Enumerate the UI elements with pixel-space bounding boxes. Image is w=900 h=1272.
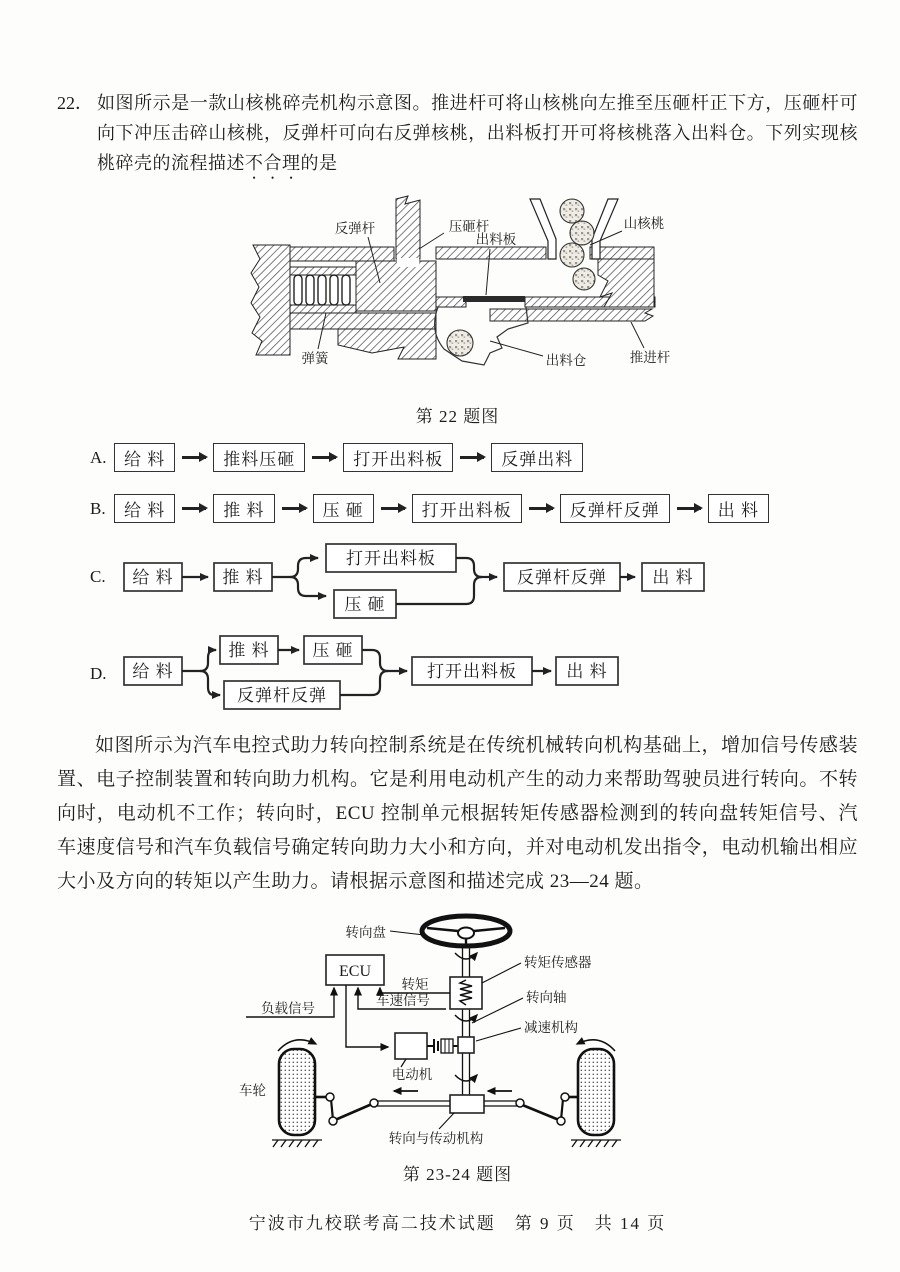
spring-housing-bottom	[290, 305, 356, 313]
label-discharge-bin: 出料仓	[545, 353, 586, 368]
motor-leader	[401, 1059, 406, 1067]
flow-arrow	[312, 456, 336, 458]
bottom-leader	[439, 1113, 454, 1129]
question-number: 22．	[57, 93, 93, 113]
question-text-after: 的是	[300, 153, 338, 173]
linkage	[315, 1097, 578, 1120]
option-a	[90, 443, 858, 472]
label-reduction-mechanism: 减速机构	[523, 1020, 578, 1035]
label-steering-wheel: 转向盘	[345, 925, 386, 940]
spring-coils	[294, 275, 350, 305]
flow-box: 反弹杆反弹	[560, 494, 670, 523]
steering-transmission-box	[450, 1095, 484, 1113]
label-motor: 电动机	[391, 1067, 432, 1082]
question-text-emphasis: 不合理	[245, 153, 301, 173]
option-c-flowchart	[114, 535, 734, 619]
flow-box-label: 推 料	[228, 641, 270, 660]
steering-diagram	[228, 901, 688, 1153]
flow-box: 推料压砸	[213, 443, 305, 472]
ecu-label: ECU	[338, 963, 371, 980]
option-c-letter: C.	[90, 567, 106, 586]
flow-box: 反弹出料	[491, 443, 583, 472]
flow-arrow	[182, 507, 206, 509]
label-speed-signal: 车速信号	[375, 993, 430, 1008]
flow-box-label: 压 砸	[344, 595, 386, 614]
flow-arrow	[460, 456, 484, 458]
flow-box: 推 料	[213, 494, 274, 523]
left-wheel	[279, 1049, 315, 1135]
question-22	[57, 88, 858, 183]
flow-box-label: 反弹杆反弹	[517, 568, 607, 587]
option-b-letter: B.	[90, 498, 106, 518]
flow-box-label: 压 砸	[312, 641, 354, 660]
page-footer: 宁波市九校联考高二技术试题 第 9 页 共 14 页	[248, 1214, 667, 1233]
label-torque: 转矩	[401, 977, 428, 992]
label-press-rod: 压砸杆	[448, 219, 489, 234]
question-text-before: 如图所示是一款山核桃碎壳机构示意图。推进杆可将山核桃向左推至压砸杆正下方，压砸杆可向下冲压击碎山核桃，反弹杆可向右反弹核桃，出料板打开可将核桃落入出料仓。下列实现核桃碎壳的流程描述	[97, 93, 858, 173]
flow-box: 打开出料板	[412, 494, 522, 523]
label-discharge-plate: 出料板	[475, 232, 516, 247]
label-rebound-rod: 反弹杆	[334, 221, 375, 236]
label-torque-sensor: 转矩传感器	[523, 955, 591, 970]
option-a-letter: A.	[90, 447, 107, 467]
flow-box-label: 推 料	[222, 568, 264, 587]
discharge-plate	[463, 296, 525, 302]
mechanism-diagram	[238, 195, 678, 395]
flow-arrow	[182, 456, 206, 458]
flow-box: 出 料	[708, 494, 769, 523]
channel-bottom-left	[436, 297, 466, 307]
figure-22-caption: 第 22 题图	[415, 407, 500, 426]
flow-box-label: 打开出料板	[427, 662, 517, 681]
flow-box-label: 反弹杆反弹	[237, 686, 327, 705]
figure-23-24-caption: 第 23-24 题图	[402, 1165, 513, 1184]
option-c	[90, 535, 858, 619]
figure-22-mechanism-diagram	[57, 195, 858, 427]
label-load-signal: 负载信号	[260, 1001, 315, 1016]
flow-box: 压 砸	[313, 494, 374, 523]
label-steering-shaft: 转向轴	[525, 990, 566, 1005]
spring-housing-top	[290, 267, 356, 275]
label-push-rod: 推进杆	[629, 350, 670, 365]
flow-box-label: 给 料	[132, 662, 174, 681]
flow-box-label: 给 料	[132, 568, 174, 587]
rotation-arrows	[455, 953, 477, 1081]
option-b	[90, 494, 858, 523]
right-wheel	[578, 1049, 614, 1135]
press-rod	[396, 196, 420, 259]
flow-arrow	[381, 507, 405, 509]
flow-arrow	[677, 507, 701, 509]
label-wheel: 车轮	[238, 1083, 266, 1098]
upper-rail	[290, 247, 394, 261]
left-wall	[251, 245, 290, 355]
base-block	[338, 329, 436, 359]
motor-box	[395, 1033, 427, 1059]
coupling	[427, 1039, 459, 1053]
push-rod-bar	[490, 309, 653, 321]
rebound-rod-block	[356, 261, 436, 311]
question-text	[97, 88, 858, 183]
label-walnut: 山核桃	[623, 216, 664, 231]
flow-box: 给 料	[114, 443, 175, 472]
label-steering-transmission: 转向与传动机构	[388, 1131, 483, 1146]
figure-23-24-steering-diagram	[57, 901, 858, 1185]
flow-box-label: 出 料	[652, 568, 694, 587]
flow-arrow	[529, 507, 553, 509]
label-spring: 弹簧	[301, 351, 328, 366]
passage-23-24: 如图所示为汽车电控式助力转向控制系统是在传统机械转向机构基础上，增加信号传感装置、电子控制装置和转向助力机构。它是利用电动机产生的动力来帮助驾驶员进行转向。不转向时，电动机不工作；转向时，ECU 控制单元根据转矩传感器检测到的转向盘转矩信号、汽车速度信号和汽车负载信号确定转向助力大小和方向，并对电动机发出指令，电动机输出相应大小及方向的转矩以产生助力。请根据示意图和描述完成 23—24 题。	[57, 735, 858, 892]
flow-box-label: 打开出料板	[346, 549, 436, 568]
option-d	[90, 629, 858, 719]
flow-arrow	[282, 507, 306, 509]
base-rail	[290, 313, 436, 329]
options	[57, 443, 858, 719]
flow-box: 打开出料板	[343, 443, 453, 472]
reduction-box	[458, 1037, 474, 1053]
flow-box: 给 料	[114, 494, 175, 523]
option-d-letter: D.	[90, 664, 107, 683]
press-gap	[397, 258, 419, 267]
steering-wheel	[422, 916, 510, 946]
flow-box-label: 出 料	[566, 662, 608, 681]
channel-top-left	[436, 247, 546, 259]
option-d-flowchart	[114, 629, 734, 719]
